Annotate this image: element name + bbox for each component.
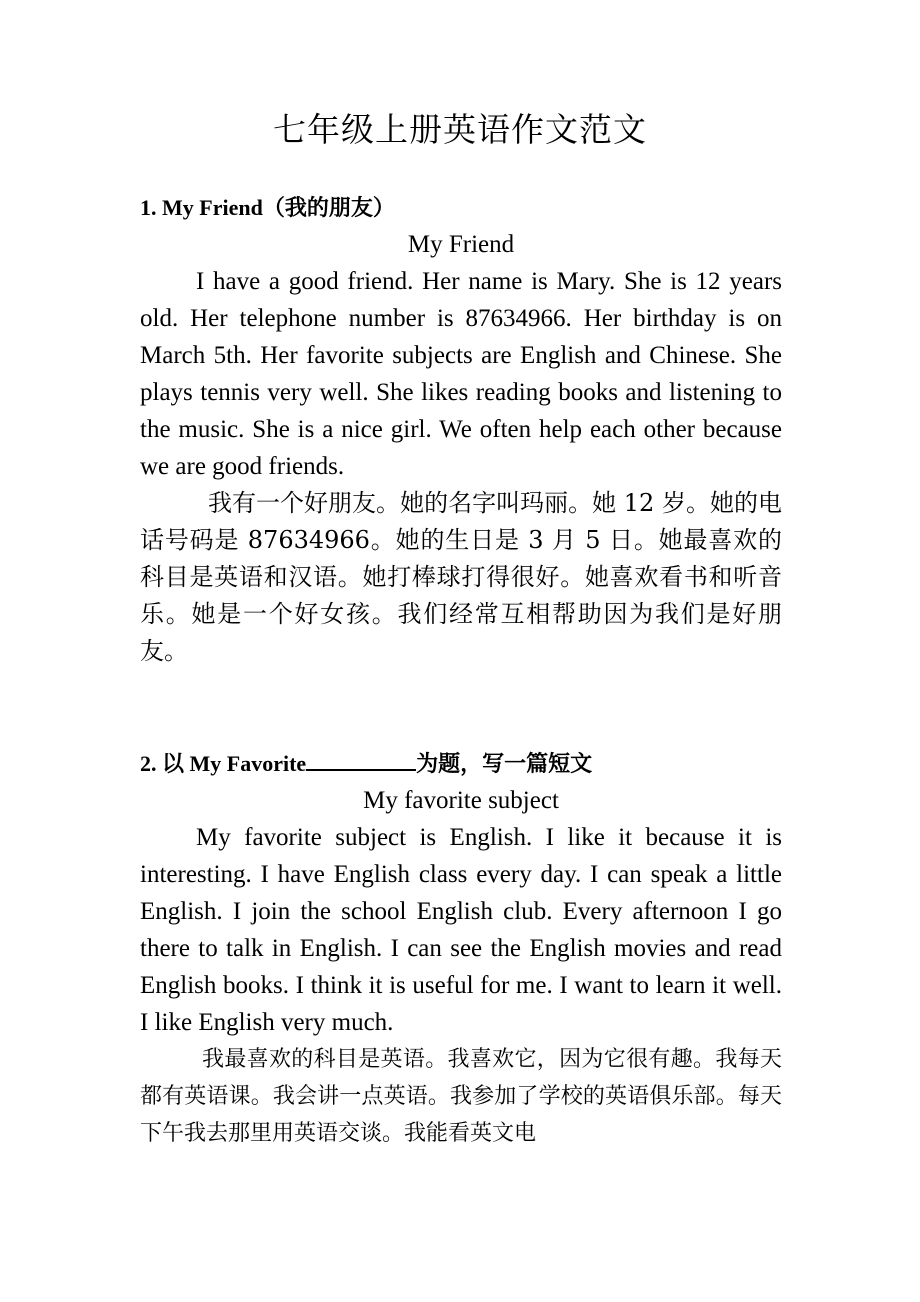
chinese-paragraph-1: 我有一个好朋友。她的名字叫玛丽。她 12 岁。她的电话号码是 87634966。她的生日是 3 月 5 日。她最喜欢的科目是英语和汉语。她打棒球打得很好。她喜欢看书和听音乐。她是一个好女孩。我们经常互相帮助因为我们是好朋友。: [140, 489, 782, 665]
section-heading-2: [140, 746, 782, 782]
english-paragraph-2: My favorite subject is English. I like it because it is interesting. I have English class every day. I can speak a little English. I join the school English club. Every afternoon I go there to talk in English. I can see the English movies and read English books. I think it is useful for me. I want to learn it well. I like English very much.: [140, 824, 782, 1036]
essay-title-2: My favorite subject: [363, 787, 559, 814]
fill-in-blank-line: [306, 749, 416, 771]
essay-title-1: My Friend: [407, 231, 515, 258]
essay-section-2: [140, 746, 782, 1152]
document-title: 七年级上册英语作文范文: [273, 110, 647, 149]
section-heading-2-suffix: 为题，写一篇短文: [416, 751, 593, 776]
section-heading-2-prefix: 2. 以 My Favorite: [140, 751, 307, 776]
chinese-paragraph-2: 我最喜欢的科目是英语。我喜欢它，因为它很有趣。我每天都有英语课。我会讲一点英语。我参加了学校的英语俱乐部。每天下午我去那里用英语交谈。我能看英文电: [140, 1047, 782, 1146]
essay-section-1: [140, 190, 782, 670]
section-heading-1: 1. My Friend（我的朋友）: [140, 195, 395, 220]
english-paragraph-1: I have a good friend. Her name is Mary. She is 12 years old. Her telephone number is 87634966. Her birthday is on March 5th. Her favorite subjects are English and Chinese. She plays tennis very well. She likes reading books and listening to the music. She is a nice girl. We often help each other because we are good friends.: [140, 268, 782, 480]
